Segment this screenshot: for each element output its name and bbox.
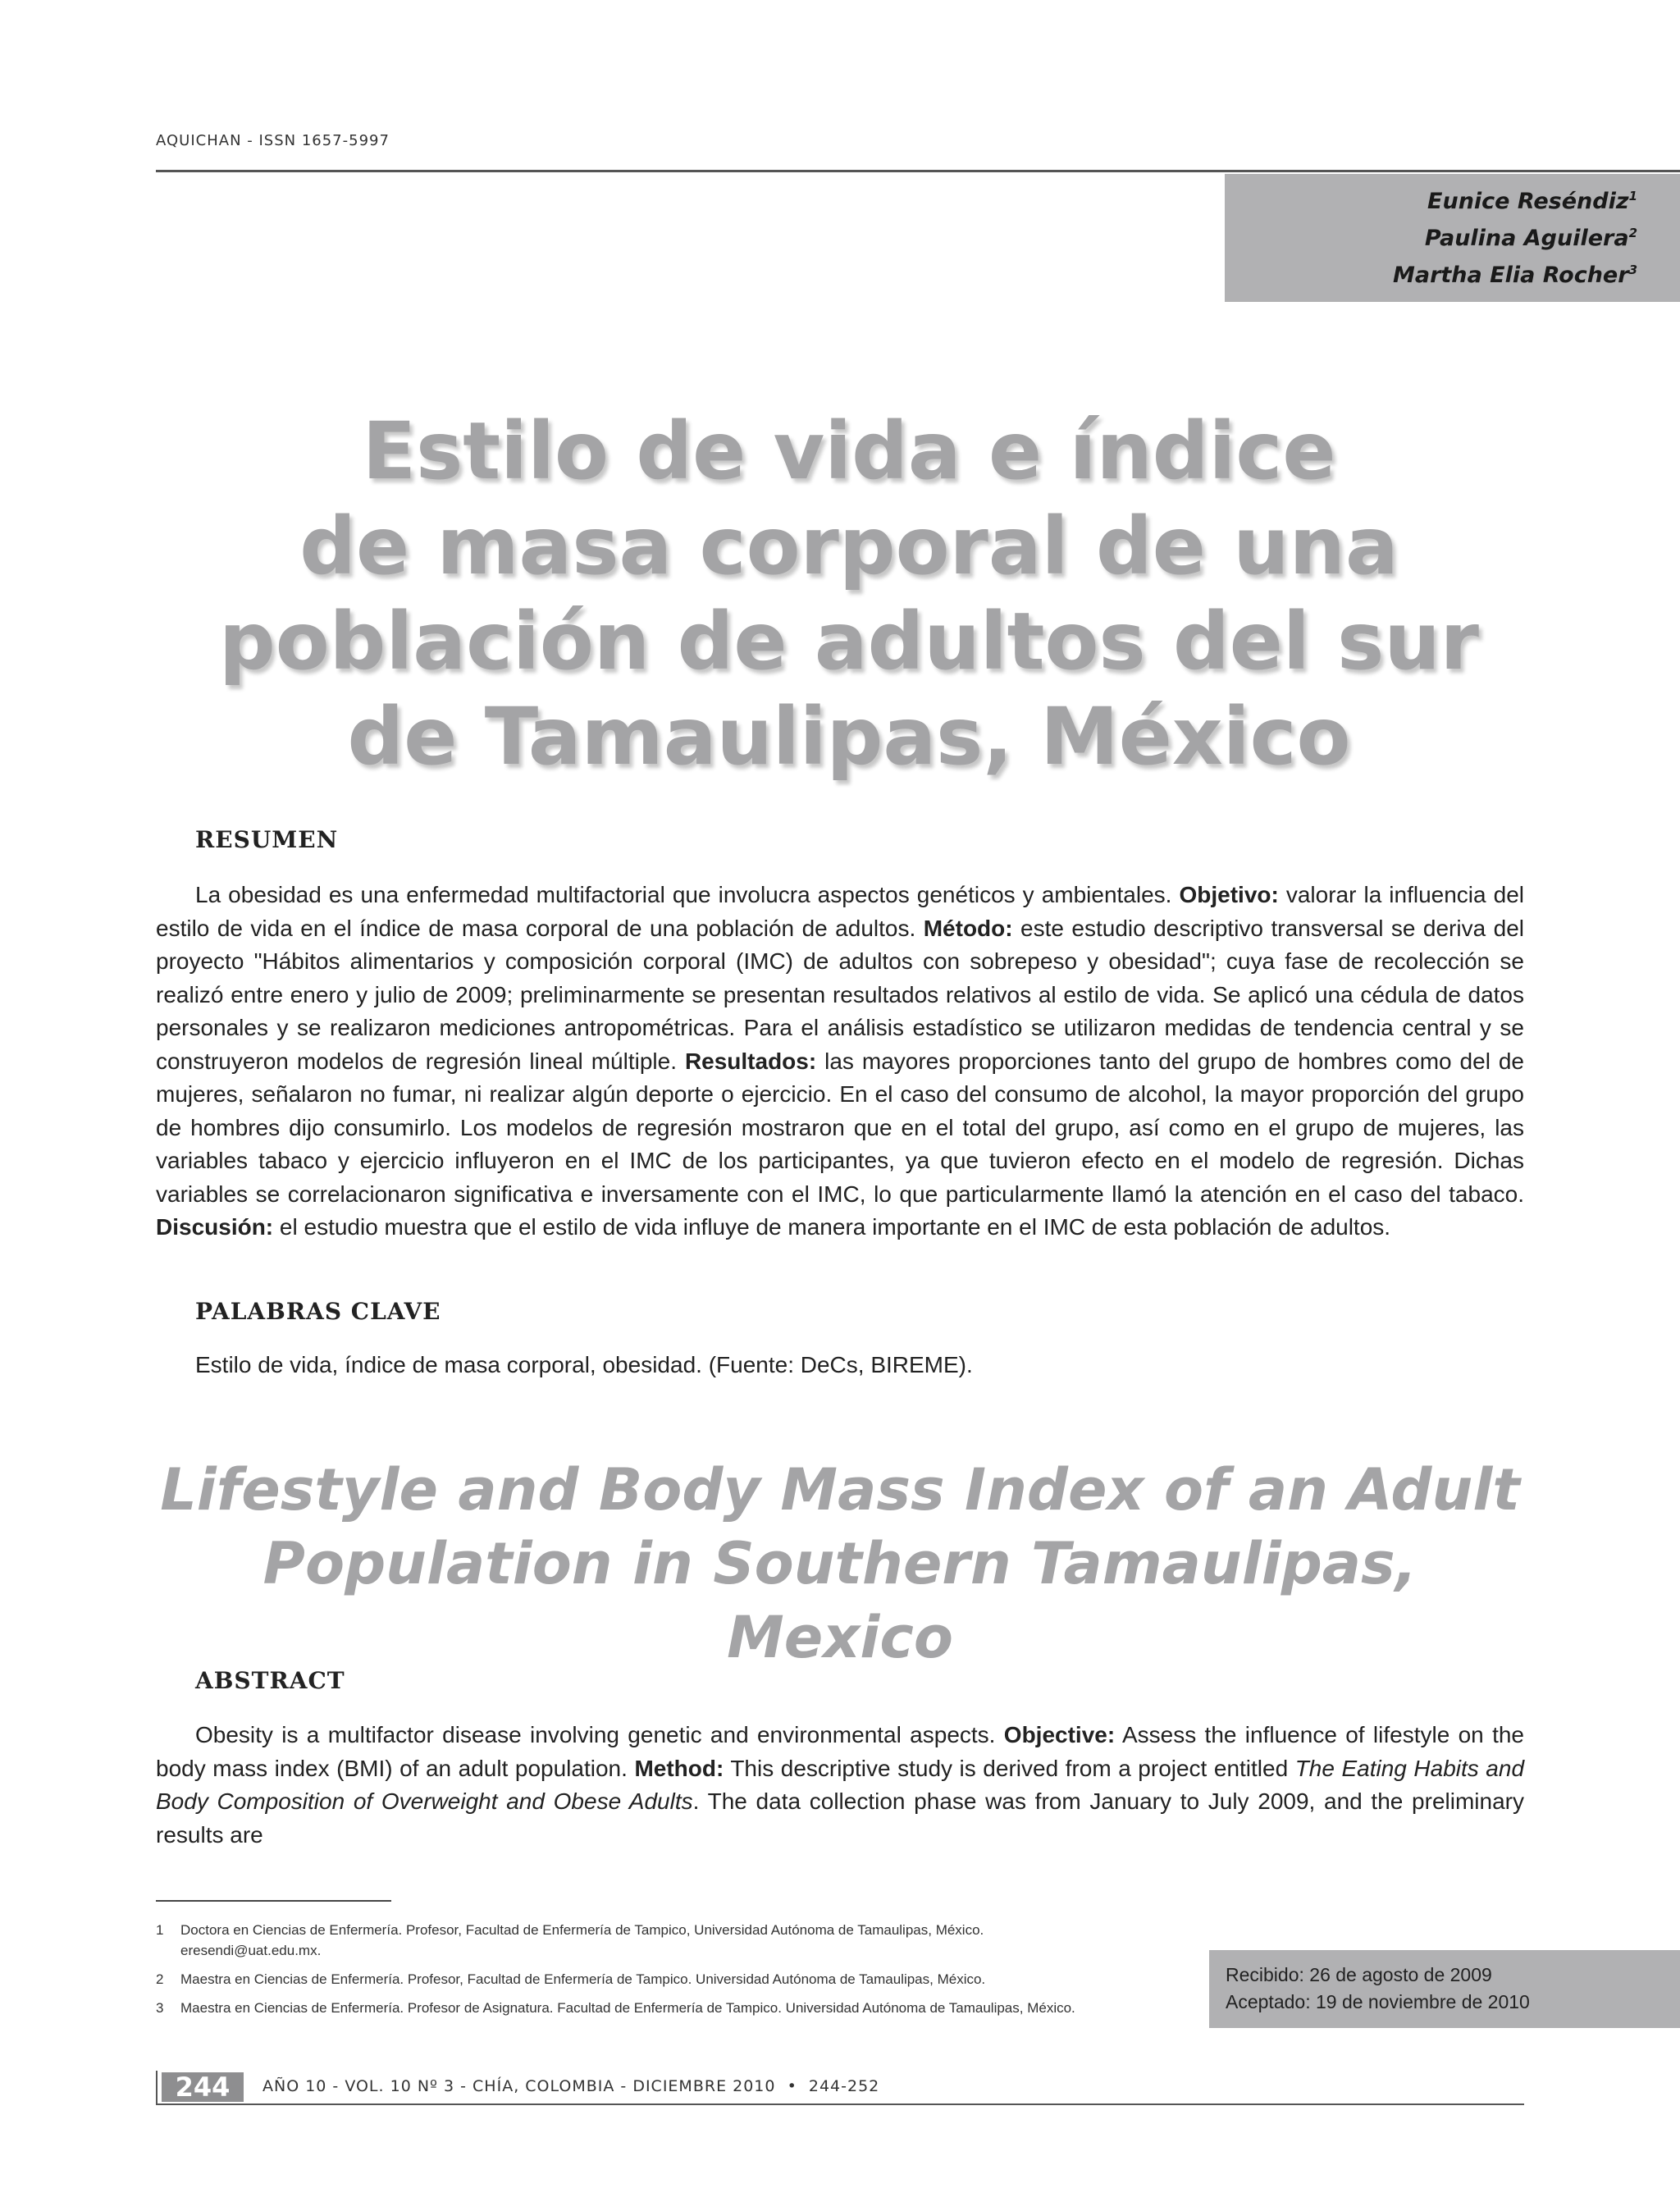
title-es-line-1: Estilo de vida e índice [362,405,1336,497]
resumen-heading: RESUMEN [195,826,339,853]
author-1-mark: 1 [1628,189,1637,203]
footnote-1: 1 Doctora en Ciencias de Enfermería. Profesor, Facultad de Enfermería de Tampico, Universidad Autónoma de Tamaulipas, México. eresendi@uat.edu.mx. [156,1922,984,1958]
footnote-3: 3 Maestra en Ciencias de Enfermería. Profesor de Asignatura. Facultad de Enfermería de Tampico. Universidad Autónoma de Tamaulipas, México. [156,2000,1075,2016]
resumen-paragraph: La obesidad es una enfermedad multifactorial que involucra aspectos genéticos y ambientales. Objetivo: valorar la influencia del estilo de vida en el índice de masa corporal de una población de adultos. Método: este estudio descriptivo transversal se deriva del proyecto "Hábitos alimentarios y composición corporal (IMC) de adultos con sobrepeso y obesidad"; cuya fase de recolección se realizó entre enero y julio de 2009; preliminarmente se presentan resultados relativos al estilo de vida. Se aplicó una cédula de datos personales y se realizaron mediciones antropométricas. Para el análisis estadístico se utilizaron medidas de tendencia central y se construyeron modelos de regresión lineal múltiple. Resultados: las mayores proporciones tanto del grupo de hombres como del de mujeres, señalaron no fumar, ni realizar algún deporte o ejercicio. En el caso del consumo de alcohol, la mayor proporción del grupo de hombres dijo consumirlo. Los modelos de regresión mostraron que en el total del grupo, así como en el grupo de mujeres, las variables tabaco y ejercicio influyeron en el IMC de los participantes, ya que tuvieron efecto en el modelo de regresión. Dichas variables se correlacionaron significativa e inversamente con el IMC, lo que particularmente llamó la atención en el caso del tabaco. Discusión: el estudio muestra que el estilo de vida influye de manera importante en el IMC de esta población de adultos. [156,882,1525,1240]
author-2-mark: 2 [1628,226,1637,240]
footnote-email: eresendi@uat.edu.mx. [180,1943,322,1958]
header-rule [156,170,1680,172]
title-en-line-1: Lifestyle and Body Mass Index of an Adult [160,1456,1520,1523]
page-number: 244 [162,2072,244,2102]
footnote-rule [156,1900,391,1902]
accepted-date: Aceptado: 19 de noviembre de 2010 [1226,1991,1530,2012]
abstract-heading: ABSTRACT [195,1667,345,1694]
authors-box [1225,174,1680,302]
journal-header: AQUICHAN - ISSN 1657-5997 [156,132,390,149]
footer-divider [156,2071,158,2103]
footer-issue-info: AÑO 10 - VOL. 10 Nº 3 - CHÍA, COLOMBIA - DICIEMBRE 2010 • 244-252 [262,2077,880,2095]
bullet-icon: • [787,2077,797,2095]
title-es-line-3: población de adultos del sur [219,596,1479,687]
dates-box [1209,1950,1680,2028]
author-3-mark: 3 [1628,263,1637,277]
title-es-line-2: de masa corporal de una [299,500,1399,592]
footnotes [156,1920,1198,2026]
author-1: Eunice Reséndiz$^1$ [1427,189,1637,214]
author-3: Martha Elia Rocher$^3$ [1392,263,1637,288]
footer-rule [156,2103,1524,2105]
author-2: Paulina Aguilera$^2$ [1424,226,1637,251]
title-english [156,1453,1524,1674]
footnote-2: 2 Maestra en Ciencias de Enfermería. Profesor, Facultad de Enfermería de Tampico. Universidad Autónoma de Tamaulipas, México. [156,1971,986,1987]
title-en-line-2: Population in Southern Tamaulipas, Mexico [262,1530,1418,1671]
keywords-heading: PALABRAS CLAVE [195,1298,441,1325]
title-spanish [156,404,1542,784]
title-es-line-4: de Tamaulipas, México [347,691,1351,783]
received-date: Recibido: 26 de agosto de 2009 [1226,1964,1492,1985]
abstract-paragraph: Obesity is a multifactor disease involving genetic and environmental aspects. Objective: Assess the influence of lifestyle on the body mass index (BMI) of an adult population. Method: This descriptive study is derived from a project entitled The Eating Habits and Body Composition of Overweight and Obese Adults. The data collection phase was from January to July 2009, and the preliminary results are [156,1722,1525,1848]
keywords-text: Estilo de vida, índice de masa corporal, obesidad. (Fuente: DeCs, BIREME). [195,1352,973,1377]
